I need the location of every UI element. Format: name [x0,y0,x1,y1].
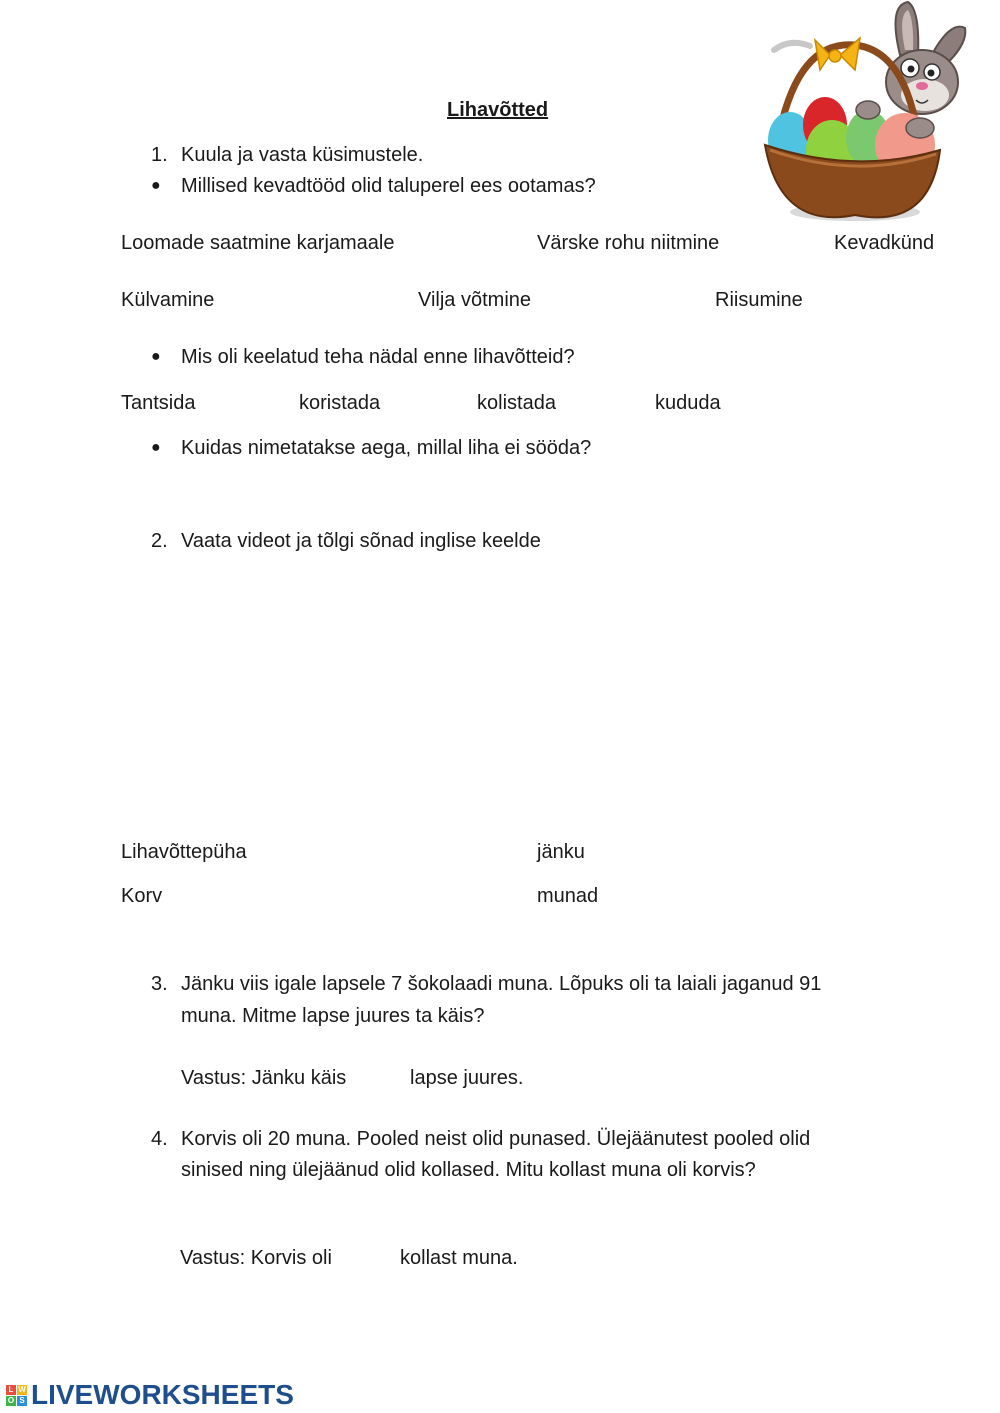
option-word[interactable]: Kevadkünd [834,232,935,254]
question-1-bullet-2: Mis oli keelatud teha nädal enne lihavõtteid? [181,346,575,368]
option-word[interactable]: Riisumine [715,289,803,311]
easter-bunny-basket-image [760,0,975,225]
bullet-icon: ● [151,439,161,456]
worksheet-title: Lihavõtted [447,99,549,121]
logo-icon [6,1385,27,1406]
option-word[interactable]: Külvamine [121,289,215,311]
option-word[interactable]: Vilja võtmine [418,289,532,311]
question-2-text: Vaata videot ja tõlgi sõnad inglise keelde [181,530,541,552]
question-3-number: 3. [151,973,168,995]
question-1-bullet-3: Kuidas nimetatakse aega, millal liha ei sööda? [181,437,592,459]
bullet-icon: ● [151,177,161,194]
logo-tile: O [7,1395,15,1405]
vocab-word: munad [537,885,599,907]
question-4-line-2: sinised ning ülejäänud olid kollased. Mitu kollast muna oli korvis? [181,1159,756,1181]
question-4-number: 4. [151,1128,168,1150]
option-word[interactable]: koristada [299,392,381,414]
question-3-line-1: Jänku viis igale lapsele 7 šokolaadi muna. Lõpuks oli ta laiali jaganud 91 [181,973,822,995]
question-3-line-2: muna. Mitme lapse juures ta käis? [181,1005,485,1027]
option-word[interactable]: kududa [655,392,721,414]
question-1-bullet-1: Millised kevadtööd olid taluperel ees ootamas? [181,175,596,197]
option-word[interactable]: Tantsida [121,392,196,414]
logo-tile: L [6,1385,16,1395]
question-3-answer-suffix: lapse juures. [410,1067,524,1089]
question-4-answer-prefix: Vastus: Korvis oli [180,1247,332,1269]
logo-tile: S [17,1396,27,1406]
question-4-line-1: Korvis oli 20 muna. Pooled neist olid punased. Ülejäänutest pooled olid [181,1128,811,1150]
question-4-answer-suffix: kollast muna. [400,1247,518,1269]
question-3-answer-prefix: Vastus: Jänku käis [181,1067,347,1089]
vocab-word: jänku [537,841,585,863]
liveworksheets-logo [6,1380,294,1410]
logo-tile: W [18,1384,26,1394]
question-2-number: 2. [151,530,168,552]
option-word[interactable]: Loomade saatmine karjamaale [121,232,395,254]
vocab-word: Lihavõttepüha [121,841,247,863]
question-1-text: Kuula ja vasta küsimustele. [181,144,424,166]
option-word[interactable]: kolistada [477,392,556,414]
bullet-icon: ● [151,348,161,365]
logo-text: LIVEWORKSHEETS [31,1379,294,1410]
question-1-number: 1. [151,144,168,166]
vocab-word: Korv [121,885,163,907]
option-word[interactable]: Värske rohu niitmine [537,232,720,254]
